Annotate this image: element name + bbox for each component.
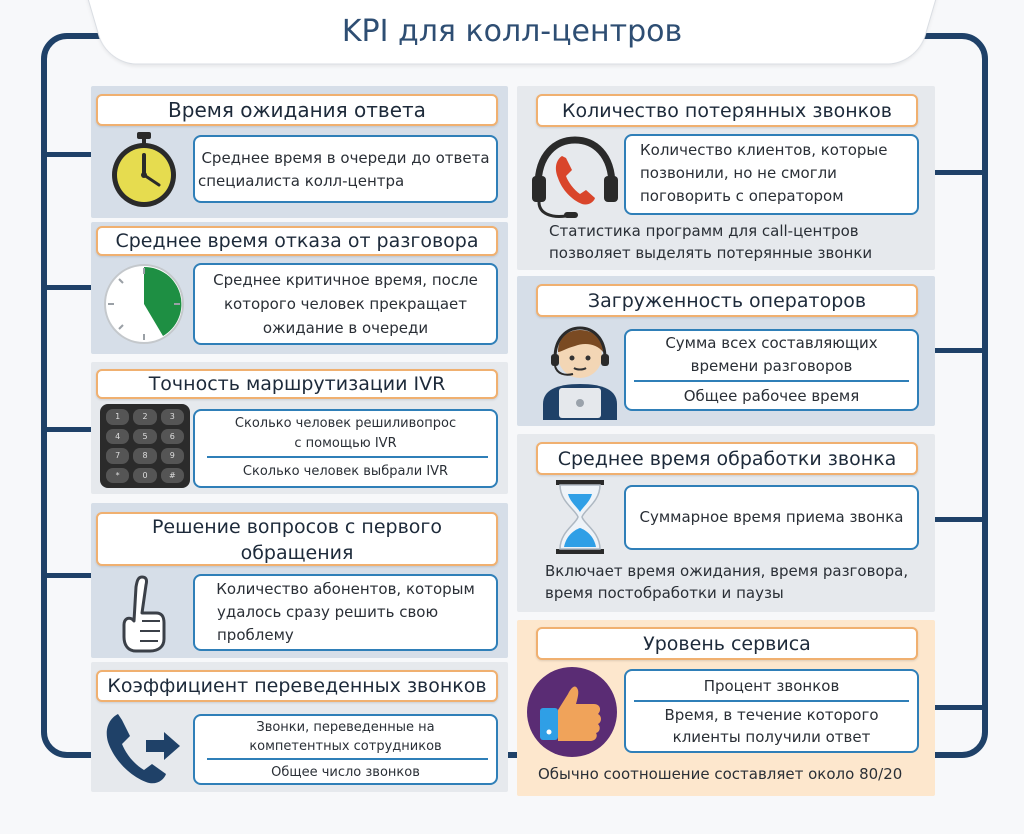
page-title: KPI для колл-центров (341, 14, 683, 49)
connector (41, 573, 93, 578)
keypad-key: 0 (133, 468, 156, 484)
connector (41, 152, 93, 157)
fraction-line (634, 380, 909, 382)
connector (935, 170, 988, 175)
kpi-description: Количество абонентов, которым удалось сразу решить свою проблему (193, 574, 498, 651)
keypad-key: 5 (133, 429, 156, 445)
fraction-line (207, 758, 488, 760)
connector (935, 517, 988, 522)
keypad-key: 8 (133, 448, 156, 464)
keypad-key: 6 (161, 429, 184, 445)
stopwatch-icon (104, 130, 184, 214)
connector (41, 285, 93, 290)
kpi-title: Уровень сервиса (536, 627, 918, 660)
timer-icon (102, 262, 186, 350)
thumbs-up-icon (524, 664, 620, 764)
kpi-title: Количество потерянных звонков (536, 94, 918, 127)
connector (935, 348, 988, 353)
kpi-title: Решение вопросов с первого обращения (96, 512, 498, 566)
kpi-title: Коэффициент переведенных звонков (96, 670, 498, 702)
keypad-icon (100, 404, 190, 488)
kpi-title: Точность маршрутизации IVR (96, 369, 498, 399)
keypad-key: * (106, 468, 129, 484)
phone-transfer-icon (100, 708, 184, 792)
operator-icon (537, 322, 623, 424)
fraction-line (207, 456, 488, 458)
keypad-key: 7 (106, 448, 129, 464)
connector (41, 427, 93, 432)
kpi-note: Статистика программ для call-центров позволяет выделять потерянные звонки (549, 222, 873, 262)
kpi-title: Время ожидания ответа (96, 94, 498, 126)
kpi-note: Включает время ожидания, время разговора, время постобработки и паузы (545, 562, 909, 602)
kpi-description: Среднее время в очереди до ответа специалиста колл-центра (193, 135, 498, 203)
hourglass-icon (552, 478, 608, 560)
connector (935, 705, 988, 710)
kpi-formula: Сколько человек решиливопрос с помощью IVR Сколько человек выбрали IVR (193, 409, 498, 488)
kpi-formula: Звонки, переведенные на компетентных сотрудников Общее число звонков (193, 714, 498, 785)
headset-phone-icon (528, 134, 622, 228)
kpi-formula: Процент звонков Время, в течение которого клиенты получили ответ (624, 669, 919, 753)
keypad-key: 1 (106, 409, 129, 425)
keypad-key: 3 (161, 409, 184, 425)
kpi-title: Среднее время обработки звонка (536, 442, 918, 475)
kpi-formula: Сумма всех составляющих времени разговоров Общее рабочее время (624, 329, 919, 411)
kpi-note: Обычно соотношение составляет около 80/20 (538, 765, 903, 783)
keypad-key: # (161, 468, 184, 484)
kpi-title: Загруженность операторов (536, 284, 918, 317)
kpi-title: Среднее время отказа от разговора (96, 226, 498, 256)
fraction-line (634, 700, 909, 702)
finger-icon (112, 573, 176, 659)
kpi-description: Количество клиентов, которые позвонили, но не смогли поговорить с оператором (624, 134, 919, 215)
keypad-key: 9 (161, 448, 184, 464)
kpi-description: Суммарное время приема звонка (624, 485, 919, 550)
kpi-description: Среднее критичное время, после которого человек прекращает ожидание в очереди (193, 263, 498, 345)
keypad-key: 4 (106, 429, 129, 445)
keypad-key: 2 (133, 409, 156, 425)
